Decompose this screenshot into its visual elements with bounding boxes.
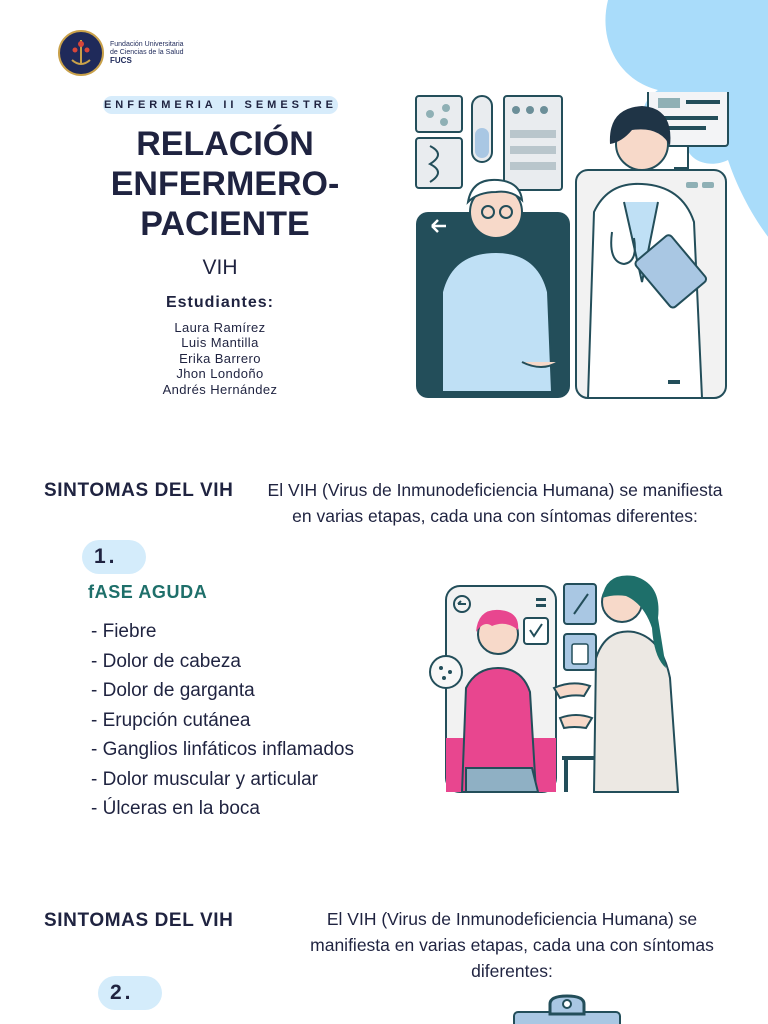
students-list [90, 320, 350, 397]
step-number-badge: 1. [82, 540, 146, 574]
symptom-item: - Dolor muscular y articular [91, 768, 318, 790]
doctor-with-patient-illustration [412, 92, 732, 402]
university-logo [58, 30, 190, 76]
page-title [90, 124, 360, 244]
section-2-heading: SINTOMAS DEL VIH [44, 910, 234, 931]
section-1-intro: El VIH (Virus de Inmunodeficiencia Humana) se manifiesta en varias etapas, cada una con síntomas diferentes: [267, 480, 723, 526]
symptoms-list [91, 617, 354, 824]
logo-line-2: de Ciencias de la Salud [110, 48, 184, 56]
clipboard-icon [512, 992, 622, 1024]
symptom-item: - Úlceras en la boca [91, 798, 260, 819]
section-2-intro: El VIH (Virus de Inmunodeficiencia Humana) se manifiesta en varias etapas, cada una con síntomas diferentes: [310, 909, 714, 981]
symptom-item: - Erupción cutánea [91, 709, 251, 731]
nurse-consulting-patient-illustration [426, 568, 688, 798]
step-number-badge: 2. [98, 976, 162, 1010]
student-name: Luis Mantilla [181, 335, 259, 351]
title-line-2: ENFERMERO- [110, 165, 340, 203]
student-name: Jhon Londoño [176, 366, 264, 382]
fucs-seal-icon [58, 30, 104, 76]
logo-text [110, 41, 190, 66]
student-name: Erika Barrero [179, 350, 261, 366]
student-name: Laura Ramírez [174, 320, 266, 335]
symptom-item: - Dolor de garganta [91, 680, 255, 701]
page-subtitle: VIH [202, 256, 238, 279]
symptom-item: - Dolor de cabeza [91, 650, 241, 672]
semester-badge: ENFERMERIA II SEMESTRE [103, 96, 338, 114]
title-line-3: PACIENTE [140, 205, 310, 243]
symptom-item: - Fiebre [91, 621, 157, 642]
students-heading: Estudiantes: [165, 294, 274, 311]
logo-line-3: FUCS [110, 55, 132, 65]
student-name: Andrés Hernández [162, 381, 278, 397]
title-line-1: RELACIÓN [136, 125, 314, 163]
phase-title: fASE AGUDA [88, 582, 208, 602]
logo-line-1: Fundación Universitaria [110, 40, 184, 48]
symptom-item: - Ganglios linfáticos inflamados [91, 739, 354, 760]
section-1-heading: SINTOMAS DEL VIH [44, 480, 234, 501]
